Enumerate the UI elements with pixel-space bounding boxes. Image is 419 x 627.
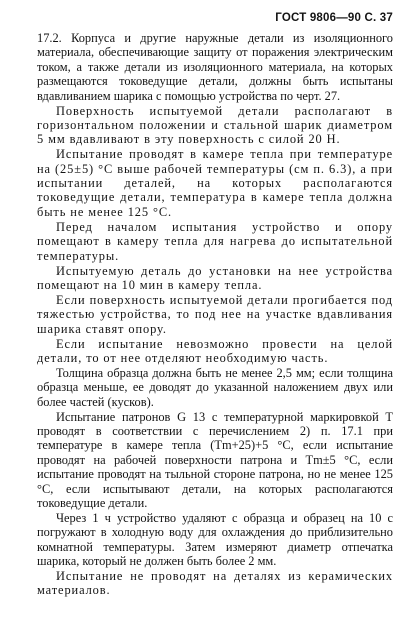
paragraph-ceramic-exception: Испытание не проводят на деталях из керамических материалов. <box>37 569 393 598</box>
paragraph-sample-preheat: Испытуемую деталь до установки на нее устройства помещают на 10 мин в камеру тепла. <box>37 263 393 292</box>
paragraph-cut-part: Если испытание невозможно провести на целой детали, то от нее отделяют необходимую часть. <box>37 336 393 365</box>
paragraph-17-2: 17.2. Корпуса и другие наружные детали из изоляционного материала, обеспечивающие защиту от поражения электрическим током, а также детали из изоляционного материала, на которых размещаются токоведущие детали, должны быть испытаны вдавливанием шарика с помощью устройства по черт. 27. <box>37 31 393 103</box>
paragraph-measurement: Через 1 ч устройство удаляют с образца и образец на 10 с погружают в холодную воду для охлаждения до приблизительно комнатной температуры. Затем измеряют диаметр отпечатка шарика, который не должен быть более 2 мм. <box>37 510 393 569</box>
document-body <box>37 31 393 598</box>
page-header: ГОСТ 9806—90 С. 37 <box>275 12 393 24</box>
paragraph-g13-holders: Испытание патронов G 13 с температурной маркировкой Т проводят в соответствии с перечислением 2) п. 17.1 при температуре в камере тепла (Tm+25)+5 °С, если испытание проводят на рабочей поверхности патрона и Tm±5 °С, если испытание проводят на тыльной стороне патрона, но не менее 125 °С, если испытывают детали, на которых располагаются токоведущие детали. <box>37 409 393 510</box>
paragraph-support: Если поверхность испытуемой детали прогибается под тяжестью устройства, то под нее на участке вдавливания шарика ставят опору. <box>37 292 393 336</box>
paragraph-thickness: Толщина образца должна быть не менее 2,5 мм; если толщина образца меньше, ее доводят до указанной наложением двух или более частей (кусков). <box>37 365 393 409</box>
paragraph-surface-position: Поверхность испытуемой детали располагают в горизонтальном положении и стальной шарик диаметром 5 мм вдавливают в эту поверхность с силой 20 Н. <box>37 103 393 147</box>
paragraph-test-temperature: Испытание проводят в камере тепла при температуре на (25±5) °С выше рабочей температуры (см п. 6.3), а при испытании деталей, на которых располагаются токоведущие детали, температура в камере тепла должна быть не менее 125 °С. <box>37 147 393 219</box>
paragraph-preheat: Перед началом испытания устройство и опору помещают в камеру тепла для нагрева до испытательной температуры. <box>37 219 393 263</box>
